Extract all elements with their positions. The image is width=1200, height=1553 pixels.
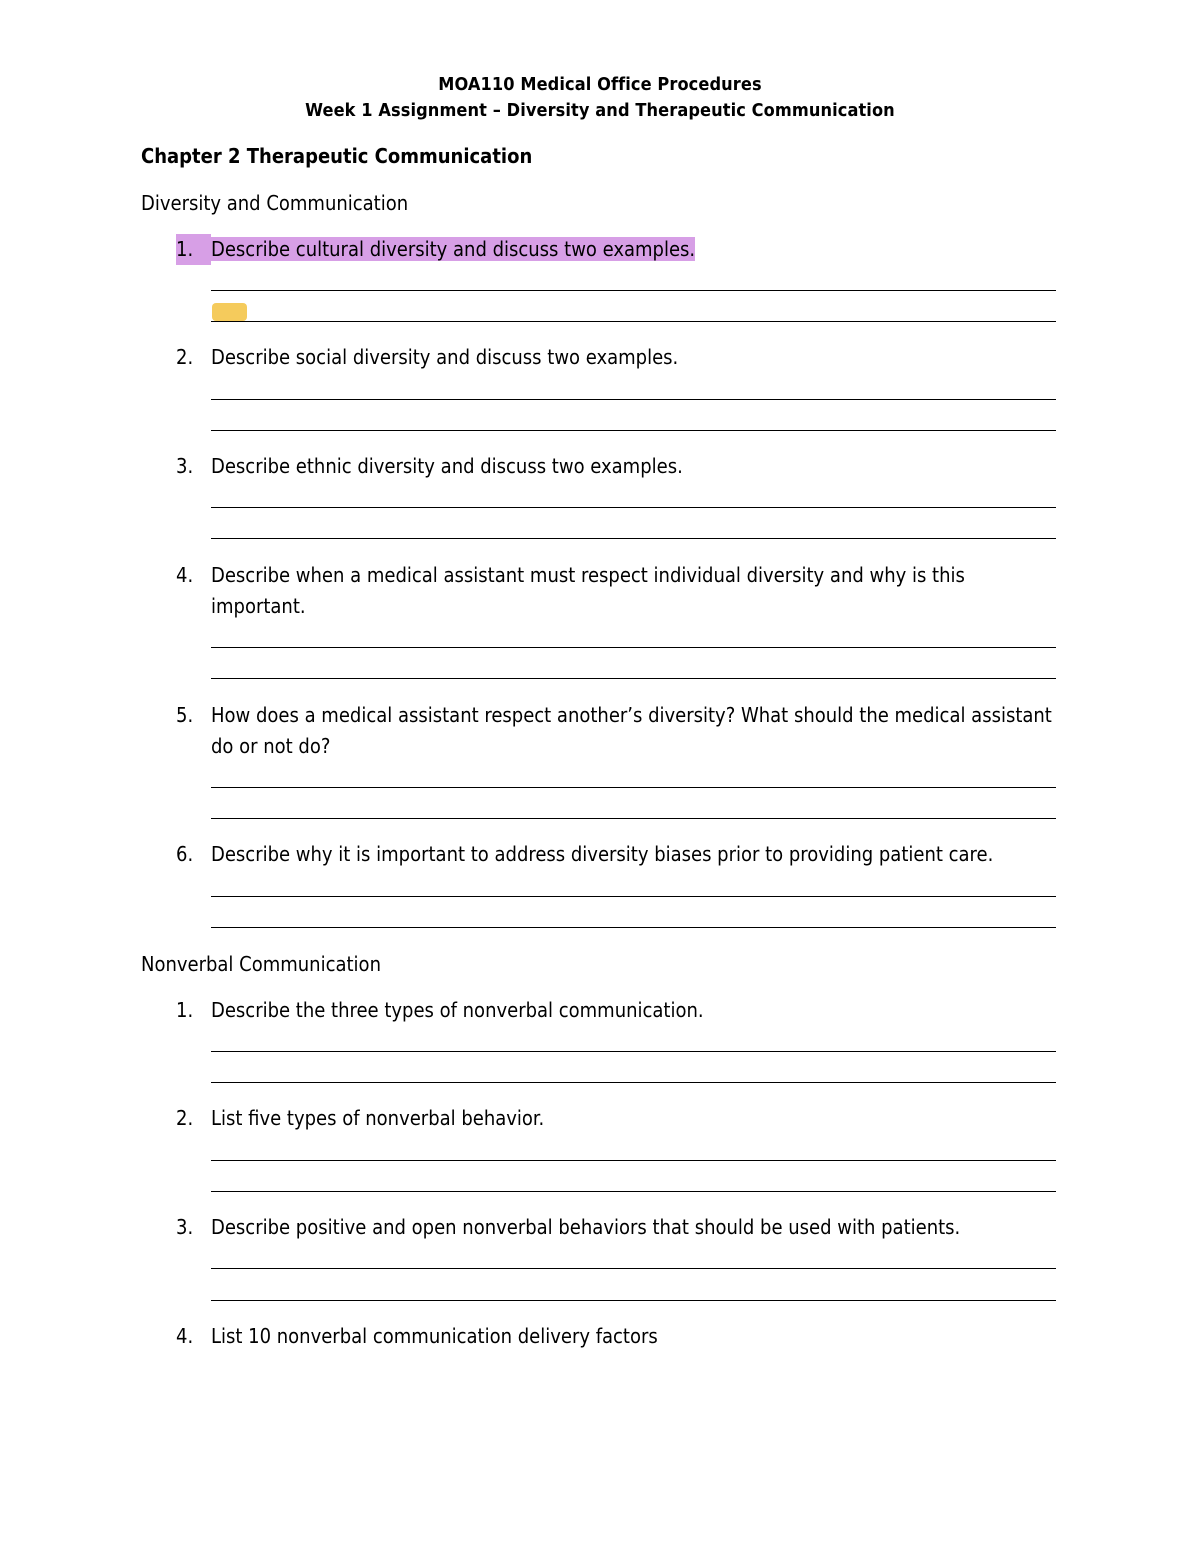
answer-line[interactable]: [211, 1082, 1056, 1083]
section-title-nonverbal: Nonverbal Communication: [141, 952, 381, 976]
question-number: 5.: [176, 703, 194, 727]
answer-line[interactable]: [211, 507, 1056, 508]
course-title: MOA110 Medical Office Procedures: [438, 74, 762, 95]
answer-line[interactable]: [211, 1160, 1056, 1161]
question-text: Describe social diversity and discuss two examples.: [211, 345, 679, 369]
answer-line[interactable]: [211, 430, 1056, 431]
question-text: Describe why it is important to address diversity biases prior to providing patient care.: [211, 842, 994, 866]
answer-line[interactable]: [211, 1300, 1056, 1301]
question-text: Describe ethnic diversity and discuss two examples.: [211, 454, 683, 478]
question-item: [176, 700, 1056, 762]
answer-line[interactable]: [211, 1051, 1056, 1052]
section-title-diversity: Diversity and Communication: [141, 191, 409, 215]
question-number: 4.: [176, 563, 194, 587]
question-item: [176, 234, 1056, 265]
answer-line[interactable]: [211, 896, 1056, 897]
question-number: 2.: [176, 1106, 194, 1130]
assignment-title: Week 1 Assignment – Diversity and Therapeutic Communication: [305, 100, 895, 121]
question-text: How does a medical assistant respect another’s diversity? What should the medical assistant do or not do?: [211, 703, 1052, 758]
question-item: [176, 451, 1056, 482]
answer-line[interactable]: [211, 678, 1056, 679]
question-text: Describe the three types of nonverbal communication.: [211, 998, 704, 1022]
question-number: 3.: [176, 454, 194, 478]
question-number: 4.: [176, 1324, 194, 1348]
question-item: [176, 1103, 1056, 1134]
answer-line[interactable]: [211, 647, 1056, 648]
question-number: 2.: [176, 345, 194, 369]
question-item: [176, 1321, 1056, 1352]
answer-line[interactable]: [211, 927, 1056, 928]
answer-line[interactable]: [211, 290, 1056, 291]
answer-line[interactable]: [211, 538, 1056, 539]
answer-line[interactable]: [211, 818, 1056, 819]
question-text: Describe when a medical assistant must respect individual diversity and why is this important.: [211, 563, 965, 618]
text-cursor-marker: [212, 303, 247, 321]
question-text: Describe positive and open nonverbal behaviors that should be used with patients.: [211, 1215, 961, 1239]
answer-line[interactable]: [211, 787, 1056, 788]
question-text: List five types of nonverbal behavior.: [211, 1106, 545, 1130]
question-number: 3.: [176, 1215, 194, 1239]
question-item: [176, 995, 1056, 1026]
answer-line[interactable]: [211, 399, 1056, 400]
answer-line[interactable]: [211, 1191, 1056, 1192]
answer-line[interactable]: [211, 1268, 1056, 1269]
question-text: Describe cultural diversity and discuss two examples.: [211, 237, 696, 261]
question-item: [176, 342, 1056, 373]
question-number: 6.: [176, 842, 194, 866]
question-item: [176, 1212, 1056, 1243]
question-item: [176, 560, 1056, 622]
question-number: 1.: [176, 998, 194, 1022]
question-text: List 10 nonverbal communication delivery factors: [211, 1324, 658, 1348]
answer-line[interactable]: [211, 321, 1056, 322]
question-item: [176, 839, 1056, 870]
chapter-title: Chapter 2 Therapeutic Communication: [141, 144, 533, 168]
question-number: 1.: [176, 234, 211, 265]
